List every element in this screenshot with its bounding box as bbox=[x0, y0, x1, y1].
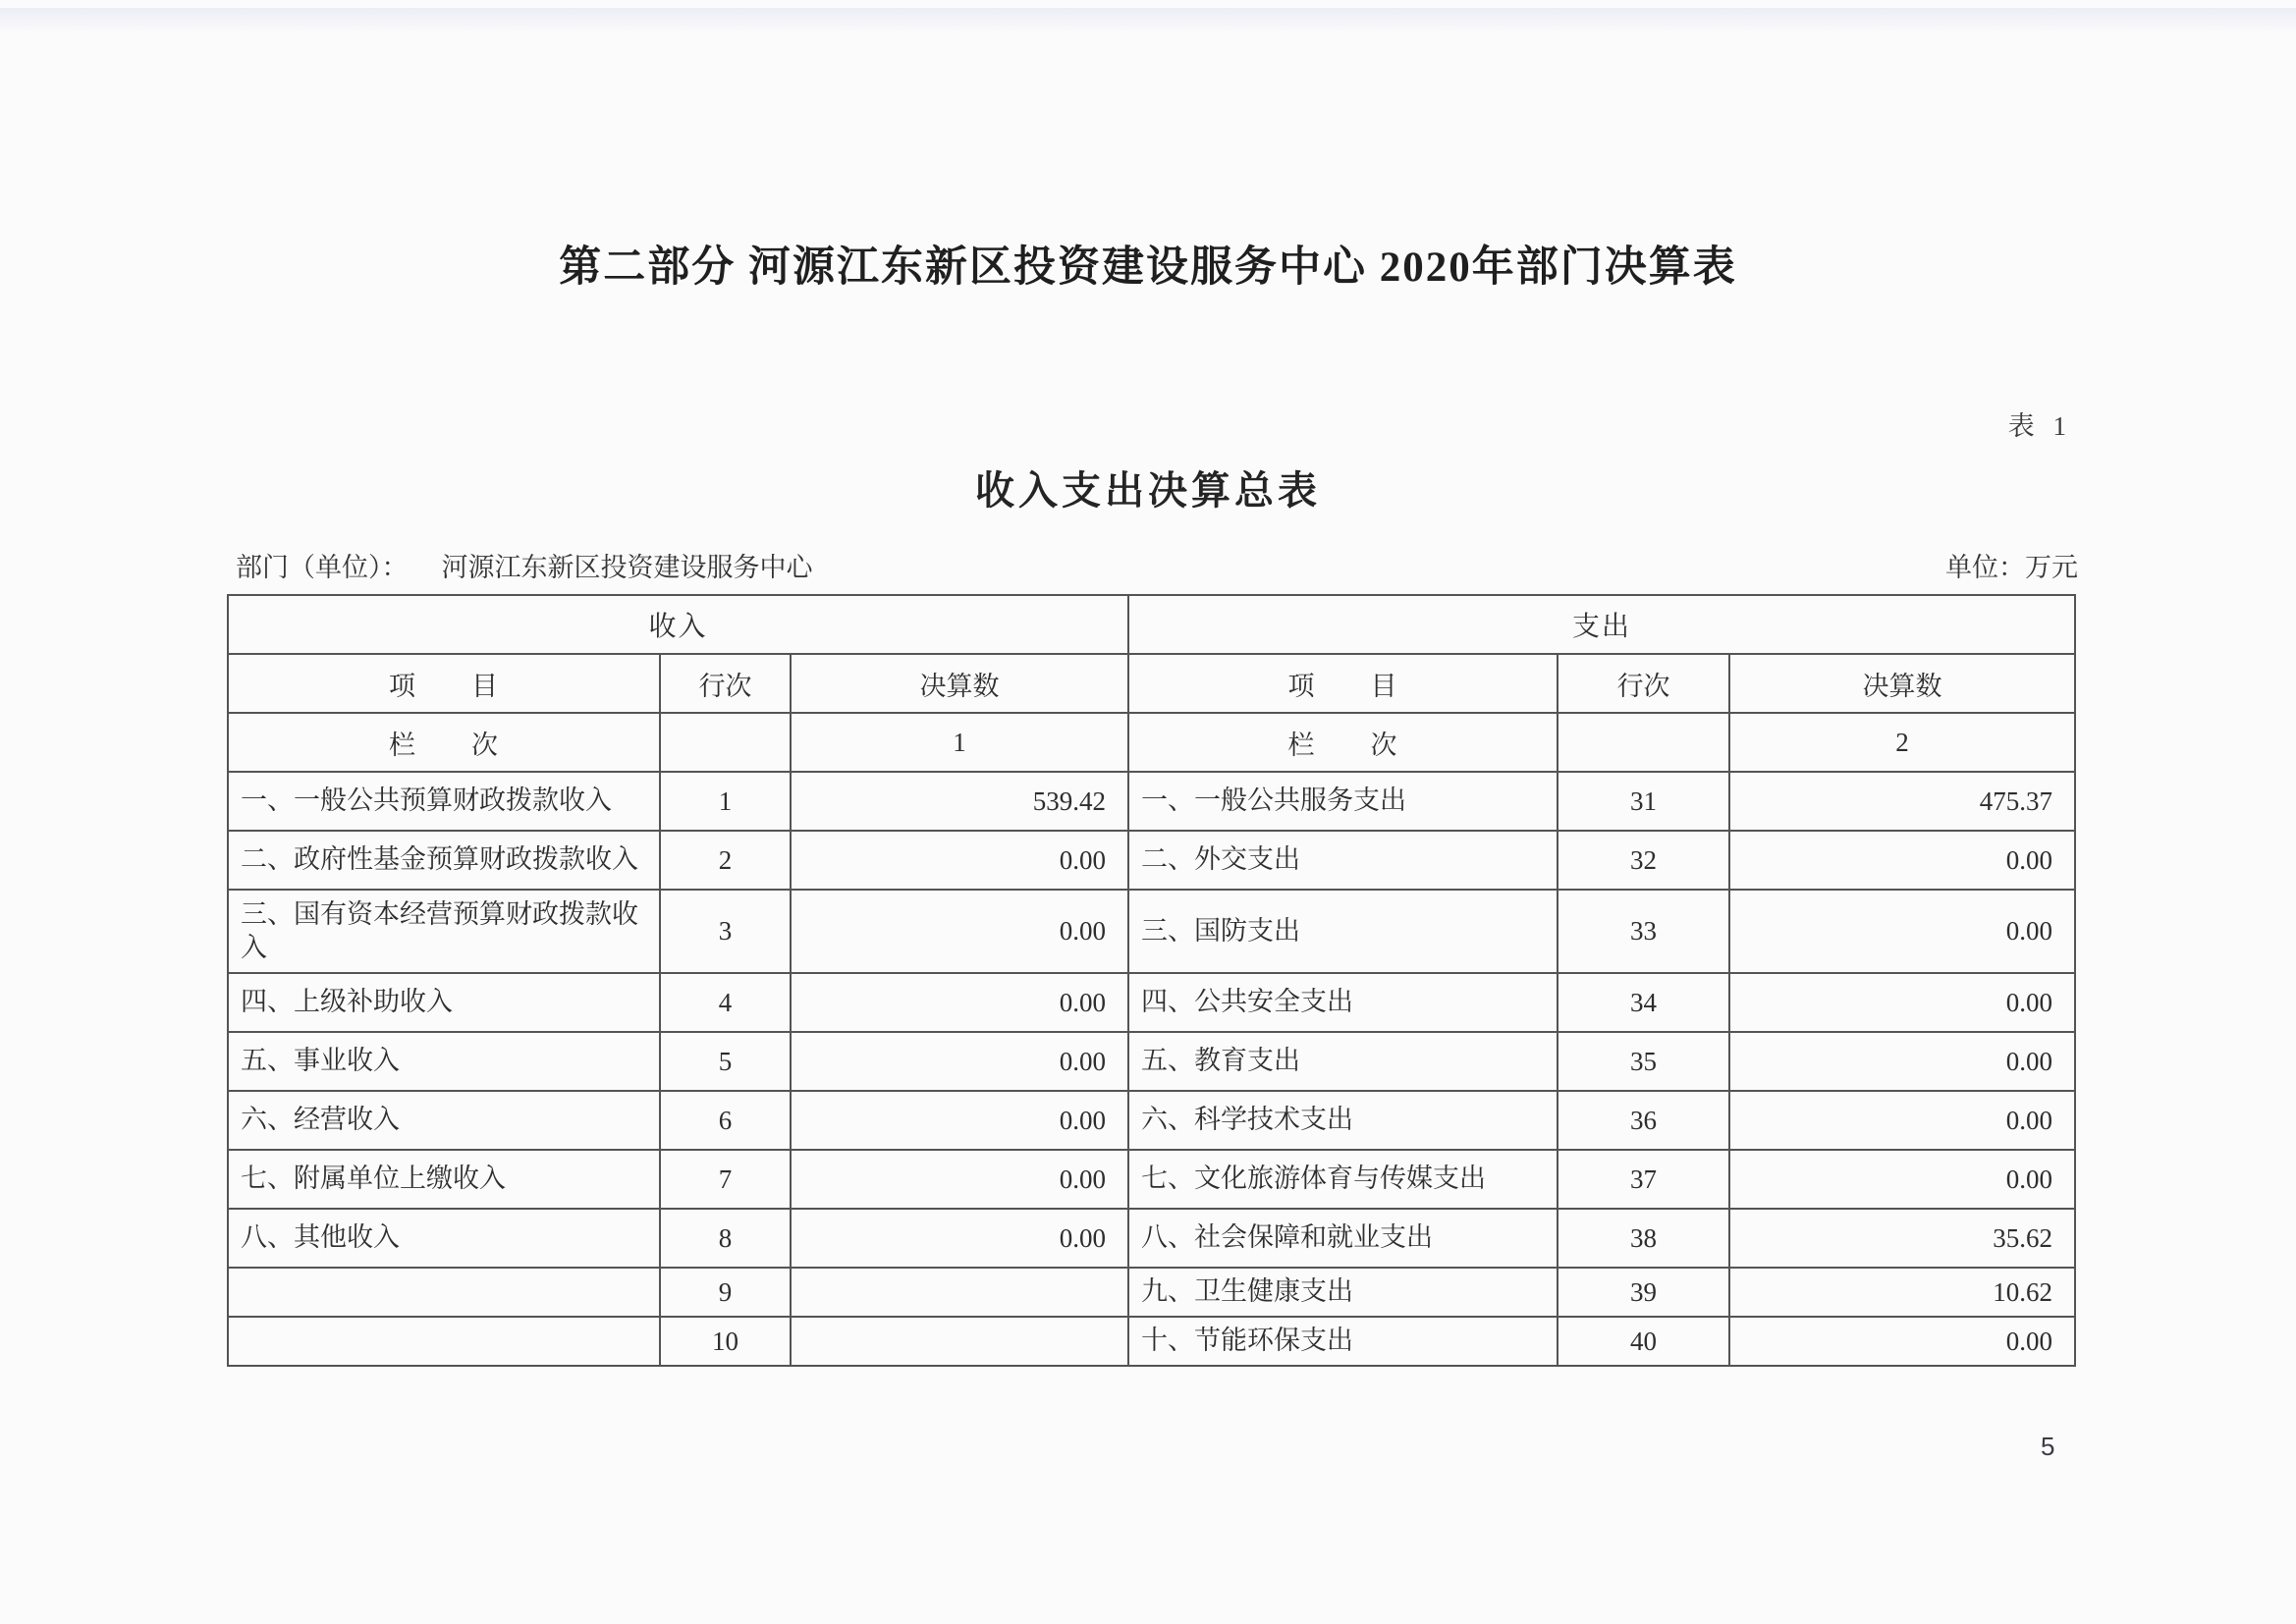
table-number-label: 表 1 bbox=[2007, 411, 2072, 441]
expense-item-header: 项 目 bbox=[1128, 654, 1558, 713]
expense-amount-cell: 0.00 bbox=[1729, 1150, 2075, 1209]
expense-amount-cell: 0.00 bbox=[1729, 973, 2075, 1032]
income-item-cell: 五、事业收入 bbox=[228, 1032, 660, 1091]
income-amount-cell: 0.00 bbox=[791, 973, 1128, 1032]
expense-line-cell: 38 bbox=[1558, 1209, 1729, 1268]
column-header-row bbox=[228, 654, 2075, 713]
income-amount-cell: 539.42 bbox=[791, 772, 1128, 831]
table-row bbox=[228, 1268, 2075, 1317]
income-line-cell: 8 bbox=[660, 1209, 791, 1268]
expense-line-cell: 31 bbox=[1558, 772, 1729, 831]
income-line-cell: 9 bbox=[660, 1268, 791, 1317]
table-row bbox=[228, 831, 2075, 890]
expense-item-cell: 八、社会保障和就业支出 bbox=[1128, 1209, 1558, 1268]
income-item-header: 项 目 bbox=[228, 654, 660, 713]
expense-item-cell: 六、科学技术支出 bbox=[1128, 1091, 1558, 1150]
expense-item-cell: 七、文化旅游体育与传媒支出 bbox=[1128, 1150, 1558, 1209]
income-line-cell: 4 bbox=[660, 973, 791, 1032]
expense-amount-cell: 35.62 bbox=[1729, 1209, 2075, 1268]
income-amount-cell: 0.00 bbox=[791, 1032, 1128, 1091]
expense-amount-cell: 475.37 bbox=[1729, 772, 2075, 831]
income-amount-cell: 0.00 bbox=[791, 1091, 1128, 1150]
expense-amount-cell: 0.00 bbox=[1729, 890, 2075, 973]
expense-item-cell: 一、一般公共服务支出 bbox=[1128, 772, 1558, 831]
income-amount-cell: 0.00 bbox=[791, 890, 1128, 973]
expense-line-cell: 36 bbox=[1558, 1091, 1729, 1150]
page-number: 5 bbox=[2041, 1432, 2055, 1461]
expense-item-cell: 三、国防支出 bbox=[1128, 890, 1558, 973]
expense-amount-cell: 10.62 bbox=[1729, 1268, 2075, 1317]
income-item-cell: 七、附属单位上缴收入 bbox=[228, 1150, 660, 1209]
income-item-cell: 六、经营收入 bbox=[228, 1091, 660, 1150]
income-index-number: 1 bbox=[791, 713, 1128, 772]
expense-index-label: 栏 次 bbox=[1128, 713, 1558, 772]
column-index-row bbox=[228, 713, 2075, 772]
expense-item-cell: 五、教育支出 bbox=[1128, 1032, 1558, 1091]
section-header-row bbox=[228, 595, 2075, 654]
expense-line-cell: 32 bbox=[1558, 831, 1729, 890]
table-row bbox=[228, 973, 2075, 1032]
income-line-cell: 1 bbox=[660, 772, 791, 831]
income-line-cell: 5 bbox=[660, 1032, 791, 1091]
table-row bbox=[228, 1032, 2075, 1091]
expense-line-header: 行次 bbox=[1558, 654, 1729, 713]
table-row bbox=[228, 890, 2075, 973]
table-body bbox=[228, 595, 2075, 1366]
income-line-cell: 2 bbox=[660, 831, 791, 890]
document-title: 第二部分 河源江东新区投资建设服务中心 2020年部门决算表 bbox=[559, 244, 1737, 291]
table-row bbox=[228, 1209, 2075, 1268]
expense-item-cell: 十、节能环保支出 bbox=[1128, 1317, 1558, 1366]
income-item-cell: 三、国有资本经营预算财政拨款收入 bbox=[228, 890, 660, 973]
scan-artifact-band bbox=[0, 8, 2296, 33]
income-section-header: 收入 bbox=[228, 595, 1128, 654]
expense-item-cell: 二、外交支出 bbox=[1128, 831, 1558, 890]
income-amount-cell: 0.00 bbox=[791, 1209, 1128, 1268]
income-line-cell: 3 bbox=[660, 890, 791, 973]
table-row bbox=[228, 772, 2075, 831]
income-amount-cell: 0.00 bbox=[791, 831, 1128, 890]
income-amount-cell bbox=[791, 1268, 1128, 1317]
income-amount-cell bbox=[791, 1317, 1128, 1366]
expense-line-cell: 40 bbox=[1558, 1317, 1729, 1366]
expense-amount-cell: 0.00 bbox=[1729, 1317, 2075, 1366]
department-value: 河源江东新区投资建设服务中心 bbox=[441, 553, 813, 582]
income-item-cell bbox=[228, 1317, 660, 1366]
income-line-header: 行次 bbox=[660, 654, 791, 713]
unit-label: 单位：万元 bbox=[1945, 553, 2078, 582]
expense-line-cell: 39 bbox=[1558, 1268, 1729, 1317]
expense-index-line-cell bbox=[1558, 713, 1729, 772]
income-amount-cell: 0.00 bbox=[791, 1150, 1128, 1209]
table-row bbox=[228, 1091, 2075, 1150]
income-item-cell: 二、政府性基金预算财政拨款收入 bbox=[228, 831, 660, 890]
income-expense-table bbox=[227, 594, 2076, 1367]
income-line-cell: 10 bbox=[660, 1317, 791, 1366]
expense-item-cell: 四、公共安全支出 bbox=[1128, 973, 1558, 1032]
income-item-cell: 一、一般公共预算财政拨款收入 bbox=[228, 772, 660, 831]
income-index-label: 栏 次 bbox=[228, 713, 660, 772]
expense-amount-cell: 0.00 bbox=[1729, 1091, 2075, 1150]
department-line bbox=[236, 546, 813, 584]
expense-section-header: 支出 bbox=[1128, 595, 2075, 654]
income-item-cell: 八、其他收入 bbox=[228, 1209, 660, 1268]
income-line-cell: 7 bbox=[660, 1150, 791, 1209]
expense-index-number: 2 bbox=[1729, 713, 2075, 772]
income-item-cell: 四、上级补助收入 bbox=[228, 973, 660, 1032]
income-index-line-cell bbox=[660, 713, 791, 772]
expense-amount-header: 决算数 bbox=[1729, 654, 2075, 713]
income-line-cell: 6 bbox=[660, 1091, 791, 1150]
expense-amount-cell: 0.00 bbox=[1729, 1032, 2075, 1091]
expense-item-cell: 九、卫生健康支出 bbox=[1128, 1268, 1558, 1317]
expense-line-cell: 34 bbox=[1558, 973, 1729, 1032]
table-title: 收入支出决算总表 bbox=[975, 468, 1321, 513]
table-row bbox=[228, 1150, 2075, 1209]
table-meta-row bbox=[236, 546, 2078, 584]
expense-amount-cell: 0.00 bbox=[1729, 831, 2075, 890]
income-amount-header: 决算数 bbox=[791, 654, 1128, 713]
expense-line-cell: 35 bbox=[1558, 1032, 1729, 1091]
table-row bbox=[228, 1317, 2075, 1366]
expense-line-cell: 33 bbox=[1558, 890, 1729, 973]
department-label: 部门（单位）： bbox=[236, 553, 409, 582]
income-item-cell bbox=[228, 1268, 660, 1317]
expense-line-cell: 37 bbox=[1558, 1150, 1729, 1209]
